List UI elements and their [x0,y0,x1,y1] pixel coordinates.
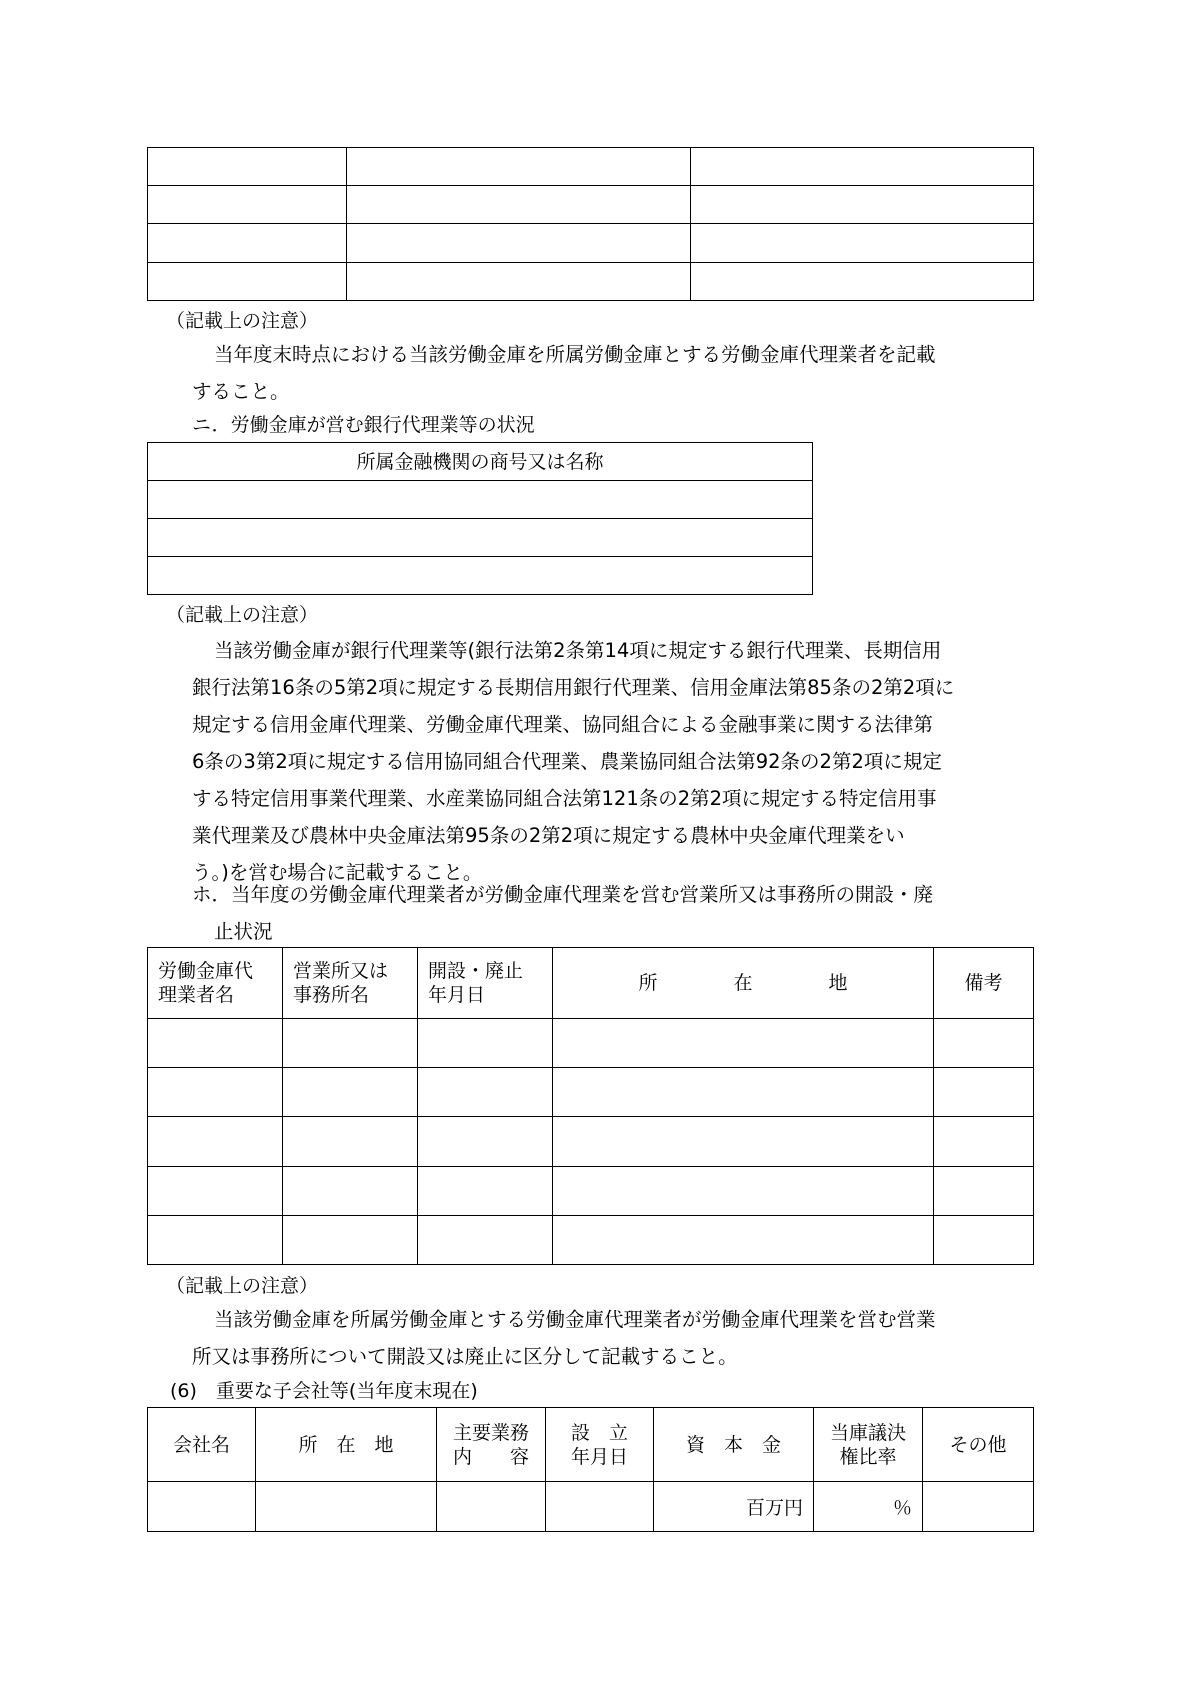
table-cell [691,224,1034,263]
note-label-2: （記載上の注意） [166,604,319,626]
header-line: 権比率 [839,1445,897,1468]
header-office-name [283,948,418,1019]
table-cell [148,186,347,224]
header-line: 開設・廃止 [428,960,524,982]
ratio-unit: ％ [892,1497,912,1519]
table-cell [148,263,347,301]
note-3-line: 所又は事務所について開設又は廃止に区分して記載すること。 [192,1345,738,1368]
header-company-name: 会社名 [148,1408,256,1482]
ratio-cell [814,1482,923,1532]
table-cell [934,1117,1034,1167]
office-status-table [147,947,1034,1265]
header-line: 年月日 [428,984,486,1006]
note-1-line: 当年度末時点における当該労働金庫を所属労働金庫とする労働金庫代理業者を記載 [214,343,936,366]
header-main-business [437,1408,546,1482]
header-other: その他 [923,1408,1034,1482]
table-cell [148,1068,283,1117]
table-cell [256,1482,437,1532]
table-cell [418,1216,553,1265]
table-cell [148,148,347,186]
table-cell [283,1019,418,1068]
table-cell [148,1019,283,1068]
section-ni-heading: ニ．労働金庫が営む銀行代理業等の状況 [192,414,535,436]
header-line: 設 立 [570,1421,628,1444]
note-2-line: する特定信用事業代理業、水産業協同組合法第121条の2第2項に規定する特定信用事 [192,787,937,810]
header-voting-ratio [814,1408,923,1482]
table-cell [148,224,347,263]
table-cell [283,1216,418,1265]
note-1-line: すること。 [192,380,290,403]
table-cell [553,1167,934,1216]
table-cell [148,1167,283,1216]
table-cell [553,1068,934,1117]
note-label-1: （記載上の注意） [166,310,319,332]
table-cell [418,1068,553,1117]
header-line: 営業所又は [293,960,389,982]
table-cell [148,519,813,557]
section-6-heading: (6) 重要な子会社等(当年度末現在) [170,1380,478,1402]
header-line: 主要業務 [452,1421,529,1444]
table-cell [691,148,1034,186]
table-cell [418,1019,553,1068]
table-cell [347,263,691,301]
table-cell [347,224,691,263]
header-agent-name [148,948,283,1019]
table-cell [148,557,813,595]
section-ho-line: 止状況 [214,920,273,943]
section-ho-heading [192,876,933,950]
header-line: 事務所名 [293,984,370,1006]
note-2-line: 規定する信用金庫代理業、労働金庫代理業、協同組合による金融事業に関する法律第 [192,713,934,736]
section-ho-line: ホ．当年度の労働金庫代理業者が労働金庫代理業を営む営業所又は事務所の開設・廃 [192,883,934,906]
note-label-3: （記載上の注意） [166,1275,319,1297]
table-cell [148,1117,283,1167]
header-location: 所 在 地 [256,1408,437,1482]
table-cell [283,1117,418,1167]
table-cell [418,1167,553,1216]
header-line: 内 容 [452,1445,529,1468]
banking-agency-table [147,442,813,595]
note-2-line: 6条の3第2項に規定する信用協同組合代理業、農業協同組合法第92条の2第2項に規定 [192,750,942,773]
table-cell [934,1167,1034,1216]
table-cell [418,1117,553,1167]
table-cell [923,1482,1034,1532]
banking-agency-header: 所属金融機関の商号又は名称 [148,443,813,481]
note-3-line: 当該労働金庫を所属労働金庫とする労働金庫代理業者が労働金庫代理業を営む営業 [214,1308,936,1331]
table-cell [553,1216,934,1265]
header-remarks: 備考 [934,948,1034,1019]
table-cell [347,186,691,224]
subsidiaries-table [147,1407,1034,1532]
table-cell [347,148,691,186]
table-cell [148,481,813,519]
table-cell [283,1167,418,1216]
note-2-line: う。)を営む場合に記載すること。 [192,861,483,884]
table-cell [148,1482,256,1532]
note-2 [192,632,954,891]
header-line: 労働金庫代 [158,960,254,982]
note-2-line: 業代理業及び農林中央金庫法第95条の2第2項に規定する農林中央金庫代理業をい [192,824,905,847]
table-cell [553,1019,934,1068]
table-cell [546,1482,654,1532]
note-1 [192,336,936,410]
table-cell [934,1019,1034,1068]
header-capital: 資 本 金 [654,1408,814,1482]
agent-table-continued [147,147,1034,301]
table-cell [148,1216,283,1265]
capital-unit: 百万円 [745,1497,803,1519]
table-cell [283,1068,418,1117]
header-established-date [546,1408,654,1482]
table-cell [691,263,1034,301]
header-open-close-date [418,948,553,1019]
header-line: 年月日 [570,1445,628,1468]
table-cell [437,1482,546,1532]
table-cell [553,1117,934,1167]
table-cell [691,186,1034,224]
table-cell [934,1068,1034,1117]
table-cell [934,1216,1034,1265]
header-line: 当庫議決 [829,1421,906,1444]
note-2-line: 銀行法第16条の5第2項に規定する長期信用銀行代理業、信用金庫法第85条の2第2項に [192,676,955,699]
header-line: 理業者名 [158,984,235,1006]
note-3 [192,1301,936,1375]
capital-cell [654,1482,814,1532]
note-2-line: 当該労働金庫が銀行代理業等(銀行法第2条第14項に規定する銀行代理業、長期信用 [214,639,942,662]
header-location: 所 在 地 [553,948,934,1019]
